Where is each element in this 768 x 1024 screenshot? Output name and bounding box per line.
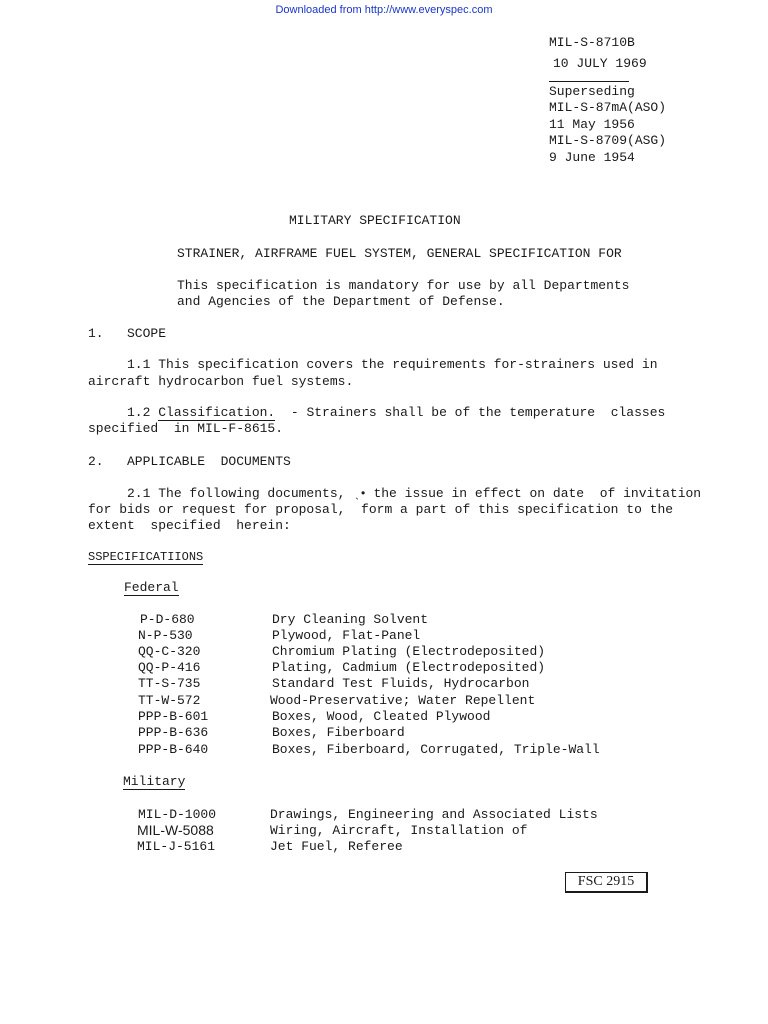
federal-heading [124,580,179,596]
federal-title: Plywood, Flat-Panel [272,628,421,643]
superseded-doc-2: MIL-S-8709(ASG) [549,133,667,148]
download-source-link[interactable]: Downloaded from http://www.everyspec.com [275,4,493,16]
federal-title: Chromium Plating (Electrodeposited) [272,644,546,659]
military-heading [123,774,185,790]
military-code: MIL-J-5161 [137,839,216,854]
superseding-label: Superseding [549,84,635,99]
federal-code: QQ-P-416 [138,660,201,675]
federal-title: Boxes, Wood, Cleated Plywood [272,709,491,724]
superseded-date-1: 11 May 1956 [549,117,635,132]
scope-para-1-2-line2: specified in MIL-F-8615. [88,421,284,436]
military-code: MIL-D-1000 [138,807,217,822]
superseded-doc-1: MIL-S-87mA(ASO) [549,100,667,115]
federal-code: N-P-530 [138,628,193,643]
applicable-para-2-1-line2: for bids or request for proposal, form a part of this specification to the [88,502,674,517]
federal-title: Dry Cleaning Solvent [272,612,429,627]
federal-code: P-D-680 [140,612,195,627]
federal-code: PPP-B-636 [138,725,209,740]
specifications-heading-text: SSPECIFICATIIONS [88,550,204,564]
mandatory-statement-line2: and Agencies of the Department of Defense. [177,294,505,309]
federal-heading-text: Federal [124,580,179,595]
military-title: Jet Fuel, Referee [270,839,403,854]
para-1-2-number: 1.2 [88,405,159,420]
military-title: Wiring, Aircraft, Installation of [270,823,528,838]
document-id: MIL-S-8710B [549,35,635,50]
federal-code: PPP-B-601 [138,709,209,724]
federal-title: Standard Test Fluids, Hydrocarbon [272,676,530,691]
scope-para-1-2-line1 [88,405,665,421]
scope-para-1-1-line1: 1.1 This specification covers the requirements for-strainers used in [88,357,658,372]
federal-code: TT-W-572 [138,693,201,708]
applicable-documents-heading: 2. APPLICABLE DOCUMENTS [88,454,291,469]
mandatory-statement-line1: This specification is mandatory for use by all Departments [177,278,630,293]
federal-code: QQ-C-320 [138,644,201,659]
federal-title: Plating, Cadmium (Electrodeposited) [272,660,546,675]
document-date: 10 JULY 1969 [553,56,647,71]
spec-subject-title: STRAINER, AIRFRAME FUEL SYSTEM, GENERAL SPECIFICATION FOR [177,246,622,261]
federal-title: Boxes, Fiberboard, Corrugated, Triple-Wall [272,742,600,757]
applicable-para-2-1-line3: extent specified herein: [88,518,291,533]
military-heading-text: Military [123,774,186,789]
specifications-heading [88,549,203,565]
para-1-2-text: - Strainers shall be of the temperature classes [275,405,666,420]
federal-code: TT-S-735 [138,676,201,691]
military-code: MIL-W-5088 [137,822,214,838]
federal-title: Wood-Preservative; Water Repellent [270,693,536,708]
federal-title: Boxes, Fiberboard [272,725,405,740]
applicable-para-2-1-line1 [88,486,701,502]
smudge-mark: ˎ• [353,487,366,501]
para-2-1-text-b: the issue in effect on date of invitation [365,486,702,501]
military-title: Drawings, Engineering and Associated Lists [270,807,598,822]
spec-type-title: MILITARY SPECIFICATION [289,213,461,228]
scope-para-1-1-line2: aircraft hydrocarbon fuel systems. [88,374,354,389]
para-2-1-text-a: 2.1 The following documents, [88,486,354,501]
federal-code: PPP-B-640 [138,742,209,757]
superseded-date-2: 9 June 1954 [549,150,635,165]
header-divider [549,81,629,82]
scope-heading: 1. SCOPE [88,326,167,341]
fsc-class-box: FSC 2915 [565,872,648,893]
classification-label: Classification. [158,405,276,420]
